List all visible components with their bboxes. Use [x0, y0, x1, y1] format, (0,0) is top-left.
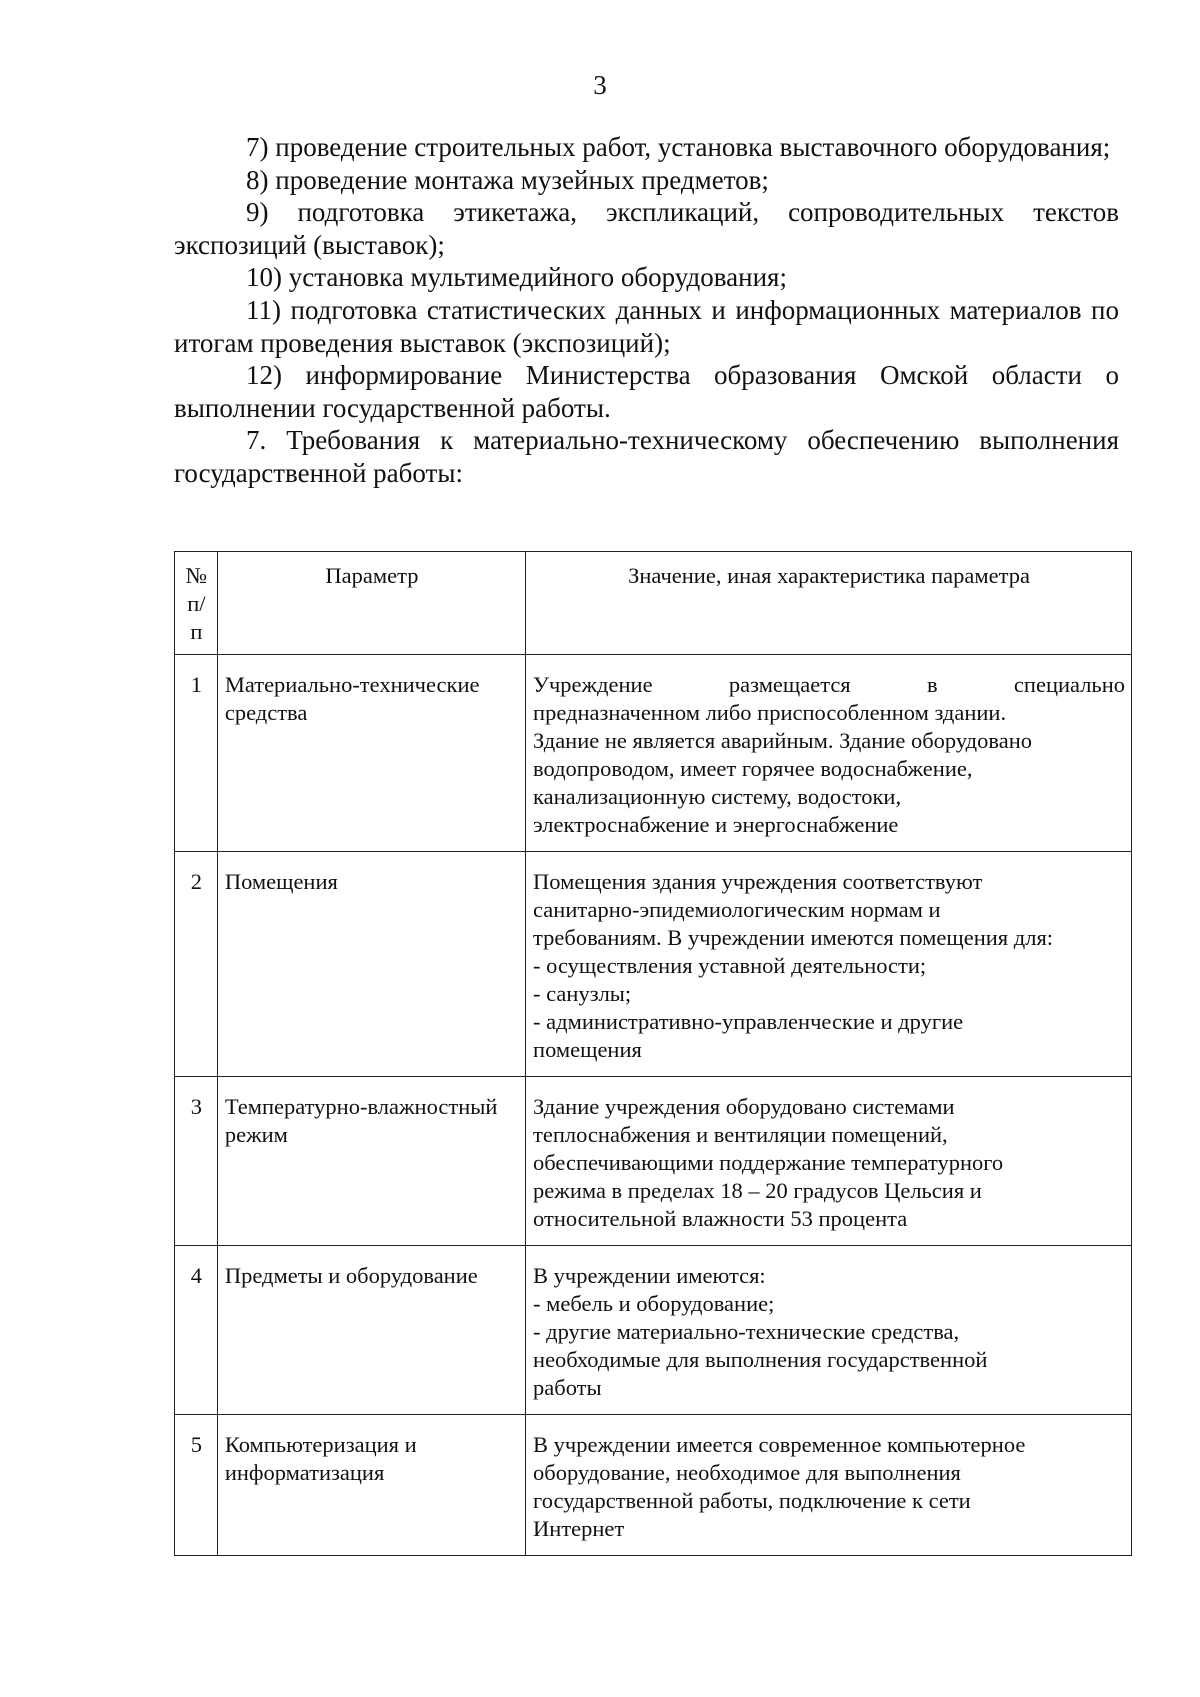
row-param: Материально-технические средства — [217, 655, 525, 852]
table-row — [175, 852, 1132, 1077]
page-number: 3 — [593, 70, 607, 100]
value-line: канализационную систему, водостоки, — [533, 784, 902, 809]
value-line: - мебель и оборудование; — [533, 1291, 775, 1316]
value-line: работы — [533, 1375, 602, 1400]
table-row — [175, 1415, 1132, 1556]
value-line: помещения — [533, 1037, 642, 1062]
row-num: 2 — [175, 852, 218, 1077]
value-line: теплоснабжения и вентиляции помещений, — [533, 1122, 948, 1147]
value-line: режима в пределах 18 – 20 градусов Цельсия и — [533, 1178, 982, 1203]
value-line: государственной работы, подключение к сети — [533, 1488, 971, 1513]
row-value — [526, 1246, 1132, 1415]
value-line: Учреждение размещается в специально — [533, 672, 1125, 697]
header-value: Значение, иная характеристика параметра — [526, 552, 1132, 655]
row-num: 3 — [175, 1077, 218, 1246]
section-7-heading: 7. Требования к материально-техническому обеспечению выполнения государственной работы: — [174, 425, 1119, 488]
row-value — [526, 852, 1132, 1077]
value-line: Здание учреждения оборудовано системами — [533, 1094, 955, 1119]
value-line: В учреждении имеется современное компьютерное — [533, 1432, 1026, 1457]
list-item-9: 9) подготовка этикетажа, экспликаций, сопроводительных текстов экспозиций (выставок); — [174, 197, 1119, 260]
header-num: № п/п — [175, 552, 218, 655]
value-line: Здание не является аварийным. Здание оборудовано — [533, 728, 1032, 753]
row-value — [526, 1077, 1132, 1246]
value-line: - другие материально-технические средства, — [533, 1319, 960, 1344]
document-body — [174, 131, 1119, 490]
value-line: Интернет — [533, 1516, 625, 1541]
value-line: В учреждении имеются: — [533, 1263, 766, 1288]
table-header-row — [175, 552, 1132, 655]
requirements-table — [174, 551, 1132, 1556]
list-item-11: 11) подготовка статистических данных и информационных материалов по итогам проведения выставок (экспозиций); — [174, 294, 1119, 358]
row-param: Помещения — [217, 852, 525, 1077]
list-item-12: 12) информирование Министерства образования Омской области о выполнении государственной работы. — [174, 360, 1119, 423]
value-line: Помещения здания учреждения соответствуют — [533, 869, 983, 894]
row-value — [526, 1415, 1132, 1556]
value-line: требованиям. В учреждении имеются помещения для: — [533, 925, 1054, 950]
value-line: - санузлы; — [533, 981, 632, 1006]
table-row — [175, 1246, 1132, 1415]
value-line: водопроводом, имеет горячее водоснабжение, — [533, 756, 973, 781]
list-item-10: 10) установка мультимедийного оборудования; — [246, 262, 787, 293]
list-item-7: 7) проведение строительных работ, установка выставочного оборудования; — [246, 132, 1111, 162]
value-line: электроснабжение и энергоснабжение — [533, 812, 899, 837]
value-line: относительной влажности 53 процента — [533, 1206, 908, 1231]
value-line: - административно-управленческие и другие — [533, 1009, 964, 1034]
value-line: необходимые для выполнения государственной — [533, 1347, 988, 1372]
table-row — [175, 655, 1132, 852]
header-param: Параметр — [217, 552, 525, 655]
value-line: предназначенном либо приспособленном здании. — [533, 700, 1007, 725]
row-num: 4 — [175, 1246, 218, 1415]
value-line: оборудование, необходимое для выполнения — [533, 1460, 961, 1485]
row-param: Температурно-влажностный режим — [217, 1077, 525, 1246]
row-param: Компьютеризация и информатизация — [217, 1415, 525, 1556]
row-value — [526, 655, 1132, 852]
value-line: - осуществления уставной деятельности; — [533, 953, 927, 978]
value-line: обеспечивающими поддержание температурного — [533, 1150, 1004, 1175]
value-line: санитарно-эпидемиологическим нормам и — [533, 897, 941, 922]
list-item-8: 8) проведение монтажа музейных предметов; — [246, 164, 769, 195]
row-param: Предметы и оборудование — [217, 1246, 525, 1415]
row-num: 5 — [175, 1415, 218, 1556]
table-row — [175, 1077, 1132, 1246]
row-num: 1 — [175, 655, 218, 852]
